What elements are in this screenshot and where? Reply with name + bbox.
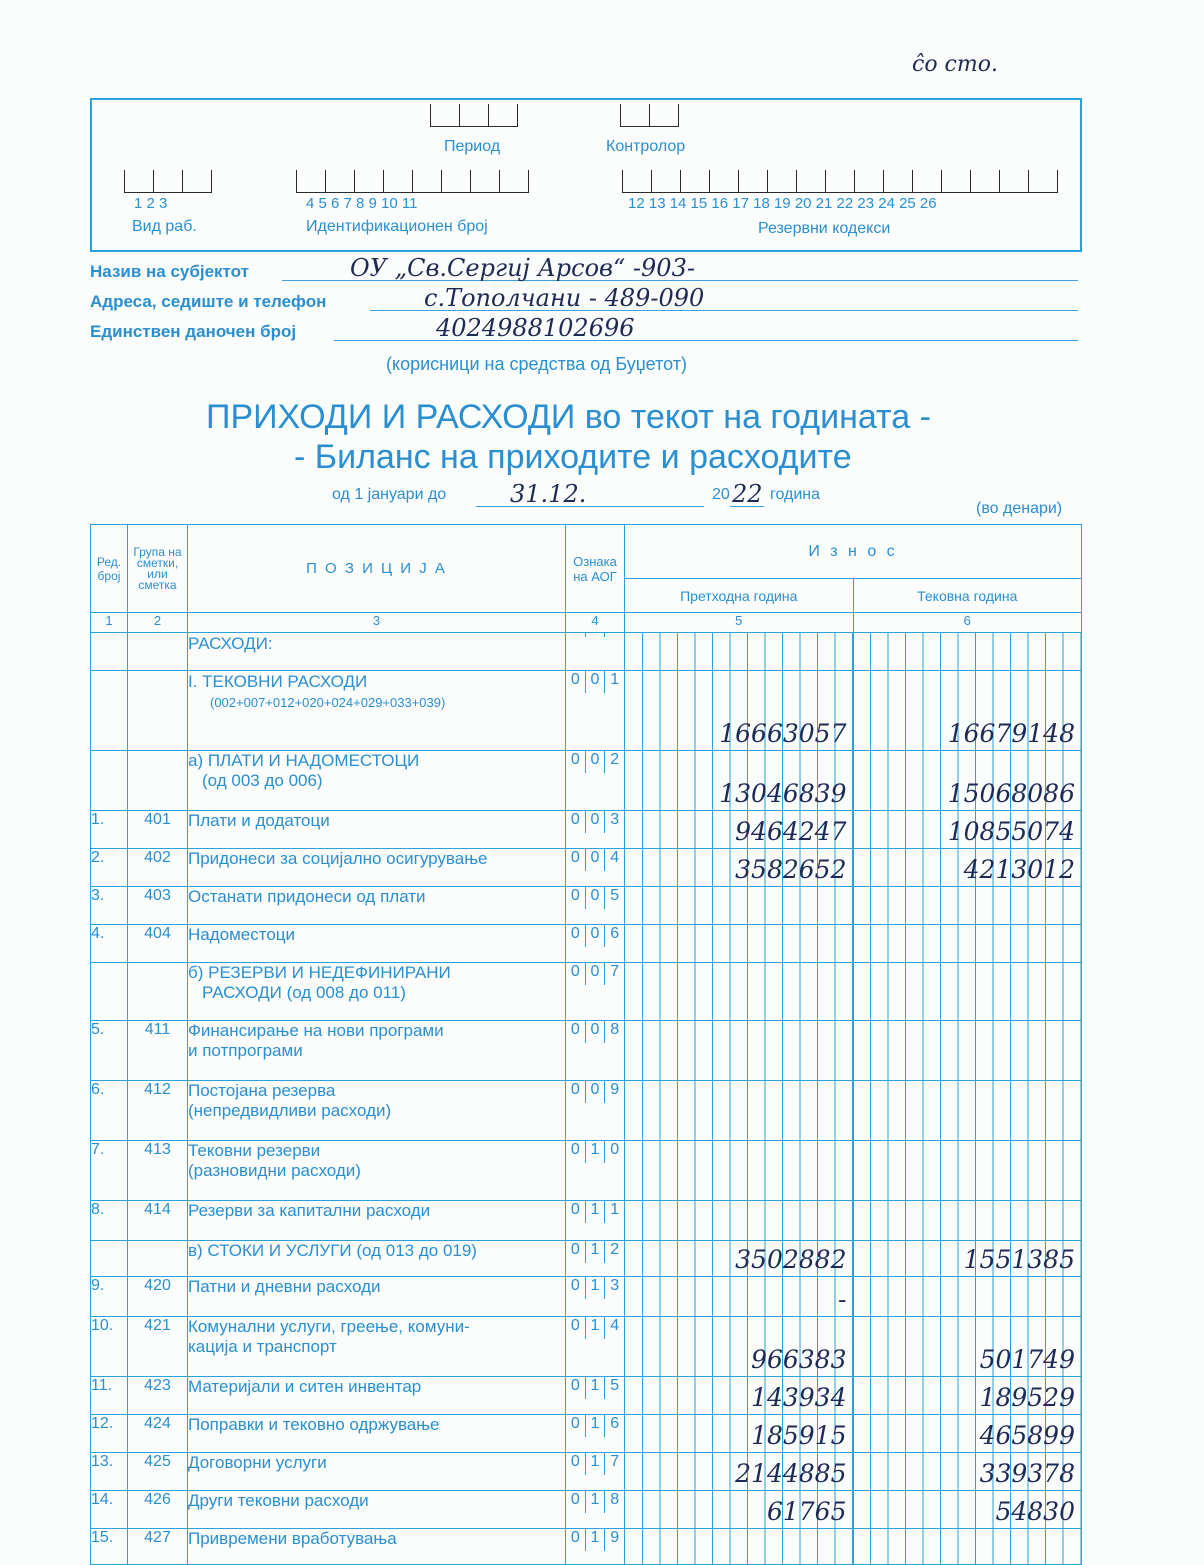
curr-year-amount: 465899	[979, 1421, 1075, 1450]
aog-digit: 1	[610, 671, 620, 688]
aog-digit: 0	[610, 1141, 620, 1158]
aog-cell	[566, 633, 625, 671]
curr-year-amount-cell[interactable]	[853, 1317, 1082, 1377]
row-number: 1.	[91, 811, 128, 849]
curr-year-amount: 4213012	[963, 855, 1075, 884]
table-row	[91, 1317, 1082, 1377]
header-group: Група на сметки, или сметка	[128, 525, 188, 613]
prev-year-amount: 9464247	[735, 817, 847, 846]
position-cell	[188, 1317, 566, 1377]
table-row	[91, 1529, 1082, 1565]
tax-label: Единствен даночен број	[90, 322, 297, 341]
reserve-label: Резервни кодекси	[758, 220, 891, 237]
aog-digit: 1	[586, 1277, 606, 1299]
position-label: в) СТОКИ И УСЛУГИ (од 013 до 019)	[188, 1241, 477, 1260]
curr-year-amount-cell[interactable]	[853, 811, 1082, 849]
aog-digit: 0	[566, 963, 586, 985]
aog-digit: 0	[566, 925, 586, 947]
position-label: Останати придонеси од плати	[188, 887, 426, 906]
aog-digit: 9	[610, 1529, 620, 1546]
year-suffix: година	[770, 486, 821, 503]
prev-year-amount-cell[interactable]	[625, 1241, 854, 1277]
aog-digit: 4	[610, 1317, 620, 1334]
id-numbers: 4 5 6 7 8 9 10 11	[306, 195, 418, 212]
account-group: 413	[128, 1141, 188, 1201]
position-cell	[188, 811, 566, 849]
row-number: 13.	[91, 1453, 128, 1491]
section-row	[91, 633, 1082, 671]
row-number	[91, 751, 128, 811]
position-label: Плати и додатоци	[188, 811, 330, 830]
aog-digit: 1	[610, 1201, 620, 1218]
id-label: Идентификационен број	[306, 218, 488, 235]
position-label: Надоместоци	[188, 925, 296, 944]
controller-label: Контролор	[606, 138, 686, 155]
position-label: Привремени вработувања	[188, 1529, 397, 1548]
account-group	[128, 963, 188, 1021]
account-group: 426	[128, 1491, 188, 1529]
curr-year-amount-cell[interactable]	[853, 1415, 1082, 1453]
aog-digit: 6	[610, 925, 620, 942]
table-row	[91, 849, 1082, 887]
prev-year-amount-cell[interactable]	[625, 963, 854, 1021]
table-row	[91, 1141, 1082, 1201]
curr-year-amount: 501749	[979, 1345, 1075, 1374]
prev-year-amount-cell[interactable]	[625, 1529, 854, 1565]
row-number: 12.	[91, 1415, 128, 1453]
curr-year-amount-cell[interactable]	[853, 1201, 1082, 1241]
prev-year-amount: 61765	[766, 1497, 847, 1526]
aog-code	[566, 1415, 625, 1453]
position-sublabel: РАСХОДИ (од 008 до 011)	[202, 983, 406, 1002]
aog-digit: 3	[610, 811, 620, 828]
position-cell	[188, 1241, 566, 1277]
aog-digit: 0	[586, 751, 606, 773]
account-group: 427	[128, 1529, 188, 1565]
position-label: Договорни услуги	[188, 1453, 327, 1472]
position-cell	[188, 925, 566, 963]
col-number: 1	[91, 613, 128, 633]
row-number: 10.	[91, 1317, 128, 1377]
prev-year-amount: 3502882	[735, 1245, 847, 1274]
aog-digit: 0	[586, 887, 606, 909]
curr-year-amount: 1551385	[963, 1245, 1075, 1274]
aog-digit: 0	[586, 963, 606, 985]
position-label: Финансирање на нови програми	[188, 1021, 444, 1040]
curr-year-amount-cell[interactable]	[853, 751, 1082, 811]
vid-numbers: 1 2 3	[134, 195, 168, 212]
position-cell	[188, 963, 566, 1021]
table-row	[91, 925, 1082, 963]
curr-year-amount: 15068086	[947, 779, 1075, 808]
aog-code	[566, 849, 625, 887]
position-cell	[188, 1529, 566, 1565]
position-sublabel: и потпрограми	[188, 1041, 303, 1060]
aog-digit: 0	[566, 811, 586, 833]
section-title: РАСХОДИ:	[188, 633, 566, 671]
aog-code	[566, 1241, 625, 1277]
aog-digit: 1	[586, 1453, 606, 1475]
reserve-numbers: 12 13 14 15 16 17 18 19 20 21 22 23 24 25 26	[628, 195, 937, 212]
form-title-line2: - Биланс на приходите и расходите	[294, 438, 852, 476]
subject-name-label: Назив на субјектот	[90, 262, 249, 281]
curr-year-amount-cell[interactable]	[853, 925, 1082, 963]
prev-year-amount-cell[interactable]	[625, 671, 854, 751]
aog-digit: 1	[586, 1377, 606, 1399]
account-group: 401	[128, 811, 188, 849]
subject-name-value[interactable]: ОУ „Св.Сергиј Арсов“ -903-	[350, 254, 695, 282]
aog-code	[566, 811, 625, 849]
curr-year-amount-cell[interactable]	[853, 1241, 1082, 1277]
table-row	[91, 751, 1082, 811]
account-group: 412	[128, 1081, 188, 1141]
curr-year-amount: 10855074	[947, 817, 1075, 846]
account-group	[128, 671, 188, 751]
aog-code	[566, 751, 625, 811]
table-row	[91, 1415, 1082, 1453]
account-group: 423	[128, 1377, 188, 1415]
position-sublabel: кација и транспорт	[188, 1337, 337, 1356]
address-label: Адреса, седиште и телефон	[90, 292, 327, 311]
position-cell	[188, 1021, 566, 1081]
aog-digit: 0	[586, 849, 606, 871]
curr-year-amount-cell[interactable]	[853, 1491, 1082, 1529]
row-number: 4.	[91, 925, 128, 963]
position-cell	[188, 751, 566, 811]
prev-year-amount-cell[interactable]	[625, 1453, 854, 1491]
prev-year-amount: 185915	[751, 1421, 847, 1450]
account-group: 404	[128, 925, 188, 963]
budget-users-note: (корисници на средства од Буџетот)	[386, 354, 687, 374]
aog-code	[566, 887, 625, 925]
aog-digit: 0	[586, 671, 606, 693]
curr-year-amount-cell[interactable]	[853, 849, 1082, 887]
position-label: Материјали и ситен инвентар	[188, 1377, 422, 1396]
red-cell	[91, 633, 128, 671]
prev-year-amount: 966383	[751, 1345, 847, 1374]
header-curr-year: Тековна година	[853, 579, 1082, 613]
prev-year-amount-cell[interactable]	[625, 811, 854, 849]
account-group: 411	[128, 1021, 188, 1081]
position-cell	[188, 1081, 566, 1141]
row-number: 5.	[91, 1021, 128, 1081]
account-group: 425	[128, 1453, 188, 1491]
aog-digit: 4	[610, 849, 620, 866]
aog-digit: 9	[610, 1081, 620, 1098]
prev-year-amount-cell[interactable]	[625, 1021, 854, 1081]
prev-year-amount-cell[interactable]	[625, 1081, 854, 1141]
aog-digit: 8	[610, 1021, 620, 1038]
group-cell	[128, 633, 188, 671]
corner-note: ĉo сто.	[912, 52, 998, 77]
aog-digit: 5	[610, 887, 620, 904]
prev-year-amount-cell[interactable]	[625, 887, 854, 925]
account-group: 403	[128, 887, 188, 925]
prev-year-amount: 2144885	[735, 1459, 847, 1488]
row-number	[91, 671, 128, 751]
aog-digit: 7	[610, 963, 620, 980]
account-group: 424	[128, 1415, 188, 1453]
header-aog: Ознака на АОГ	[566, 525, 625, 613]
aog-digit: 0	[566, 751, 586, 773]
curr-year-amount: 16679148	[947, 719, 1075, 748]
position-label: Постојана резерва	[188, 1081, 336, 1100]
aog-digit: 0	[566, 1277, 586, 1299]
curr-year-amount-cell[interactable]	[853, 887, 1082, 925]
position-cell	[188, 1453, 566, 1491]
account-group: 414	[128, 1201, 188, 1241]
aog-code	[566, 1491, 625, 1529]
position-cell	[188, 1141, 566, 1201]
aog-digit: 8	[610, 1491, 620, 1508]
table-row	[91, 1201, 1082, 1241]
account-group: 421	[128, 1317, 188, 1377]
position-cell	[188, 887, 566, 925]
row-number	[91, 1241, 128, 1277]
aog-digit: 3	[610, 1277, 620, 1294]
table-row	[91, 1241, 1082, 1277]
aog-code	[566, 1081, 625, 1141]
table-row	[91, 1081, 1082, 1141]
prev-year-amount-cell[interactable]	[625, 1377, 854, 1415]
header-position: П О З И Ц И Ј А	[188, 525, 566, 613]
curr-year-amount-cell[interactable]	[853, 1529, 1082, 1565]
position-cell	[188, 1491, 566, 1529]
currency-note: (во денари)	[976, 500, 1063, 517]
tax-value[interactable]: 4024988102696	[436, 314, 635, 342]
aog-digit: 0	[566, 1453, 586, 1475]
period-from-label: од 1 јануари до	[332, 486, 447, 503]
aog-digit: 2	[610, 751, 620, 768]
year-value[interactable]: 22	[732, 480, 763, 508]
col-number: 6	[853, 613, 1082, 633]
curr-year-amount: 339378	[979, 1459, 1075, 1488]
row-number: 7.	[91, 1141, 128, 1201]
aog-digit: 0	[566, 1377, 586, 1399]
position-sublabel: (002+007+012+020+024+029+033+039)	[210, 695, 446, 710]
prev-year-amount-cell[interactable]	[625, 1415, 854, 1453]
position-cell	[188, 849, 566, 887]
aog-digit: 0	[566, 1529, 586, 1551]
row-number: 8.	[91, 1201, 128, 1241]
aog-digit: 6	[610, 1415, 620, 1432]
aog-code	[566, 963, 625, 1021]
col-number: 5	[625, 613, 854, 633]
table-row	[91, 887, 1082, 925]
prev-year-amount-cell[interactable]	[625, 1141, 854, 1201]
table-row	[91, 963, 1082, 1021]
prev-year-amount-cell[interactable]	[625, 1201, 854, 1241]
account-group: 402	[128, 849, 188, 887]
position-label: Комунални услуги, греење, комуни-	[188, 1317, 470, 1336]
year-prefix: 20	[712, 486, 730, 503]
curr-year-amount: 189529	[979, 1383, 1075, 1412]
vid-cells	[124, 170, 212, 193]
vid-label: Вид раб.	[132, 218, 197, 235]
aog-digit: 0	[586, 925, 606, 947]
aog-digit: 0	[566, 887, 586, 909]
form-title-line1: ПРИХОДИ И РАСХОДИ во текот на годината -	[206, 398, 931, 436]
aog-code	[566, 1377, 625, 1415]
account-group	[128, 751, 188, 811]
aog-digit: 1	[586, 1201, 606, 1223]
position-label: Поправки и тековно одржување	[188, 1415, 440, 1434]
balance-table	[90, 524, 1082, 1565]
aog-code	[566, 671, 625, 751]
col-number: 4	[566, 613, 625, 633]
aog-digit: 5	[610, 1377, 620, 1394]
aog-digit: 1	[586, 1141, 606, 1163]
position-cell	[188, 1277, 566, 1317]
aog-digit: 0	[566, 1491, 586, 1513]
aog-digit: 0	[566, 1141, 586, 1163]
aog-digit: 0	[586, 1021, 606, 1043]
prev-year-amount-cell[interactable]	[625, 925, 854, 963]
table-row	[91, 1277, 1082, 1317]
prev-year-amount-cell[interactable]	[625, 849, 854, 887]
header-prev-year: Претходна година	[625, 579, 854, 613]
aog-digit: 1	[586, 1491, 606, 1513]
row-number: 6.	[91, 1081, 128, 1141]
position-label: а) ПЛАТИ И НАДОМЕСТОЦИ	[188, 751, 420, 770]
account-group	[128, 1241, 188, 1277]
curr-year-amount-cell[interactable]	[853, 1081, 1082, 1141]
table-row	[91, 1491, 1082, 1529]
curr-year-amount-cell[interactable]	[853, 1377, 1082, 1415]
header-red: Ред. број	[91, 525, 128, 613]
aog-digit: 0	[586, 811, 606, 833]
position-label: Придонеси за социјално осигурување	[188, 849, 488, 868]
curr-year-amount-cell[interactable]	[853, 1021, 1082, 1081]
table-row	[91, 1377, 1082, 1415]
aog-digit: 0	[566, 1241, 586, 1263]
prev-year-amount-cell[interactable]	[625, 1491, 854, 1529]
id-cells	[296, 170, 529, 193]
aog-digit: 1	[586, 1415, 606, 1437]
aog-code	[566, 1201, 625, 1241]
table-row	[91, 671, 1082, 751]
curr-year-cell	[853, 633, 1082, 671]
aog-code	[566, 1021, 625, 1081]
header-amount: И з н о с	[625, 525, 1082, 579]
period-to-value[interactable]: 31.12.	[510, 480, 587, 508]
prev-year-amount-cell[interactable]	[625, 1317, 854, 1377]
position-sublabel: (непредвидливи расходи)	[188, 1101, 392, 1120]
aog-digit: 0	[566, 849, 586, 871]
row-number: 3.	[91, 887, 128, 925]
row-number: 9.	[91, 1277, 128, 1317]
col-number: 2	[128, 613, 188, 633]
col-number: 3	[188, 613, 566, 633]
aog-code	[566, 1453, 625, 1491]
prev-year-amount: 143934	[751, 1383, 847, 1412]
aog-digit: 7	[610, 1453, 620, 1470]
position-cell	[188, 671, 566, 751]
position-label: I. ТЕКОВНИ РАСХОДИ	[188, 672, 368, 691]
aog-digit: 1	[586, 1241, 606, 1263]
position-label: Други тековни расходи	[188, 1491, 369, 1510]
aog-digit: 0	[566, 1317, 586, 1339]
curr-year-amount-cell[interactable]	[853, 1453, 1082, 1491]
controller-cells	[620, 104, 679, 127]
aog-digit: 2	[610, 1241, 620, 1258]
position-cell	[188, 1377, 566, 1415]
aog-digit: 0	[566, 671, 586, 693]
table-row	[91, 1021, 1082, 1081]
curr-year-amount-cell[interactable]	[853, 671, 1082, 751]
row-number: 11.	[91, 1377, 128, 1415]
prev-year-amount: -	[838, 1285, 847, 1314]
row-number: 14.	[91, 1491, 128, 1529]
aog-digit: 0	[566, 1415, 586, 1437]
account-group: 420	[128, 1277, 188, 1317]
prev-year-amount-cell[interactable]	[625, 1277, 854, 1317]
aog-digit: 0	[566, 1021, 586, 1043]
reserve-cells	[622, 170, 1058, 193]
period-label: Период	[444, 138, 501, 155]
prev-year-amount: 13046839	[719, 779, 847, 808]
aog-digit: 0	[586, 1081, 606, 1103]
row-number	[91, 963, 128, 1021]
position-label: Резерви за капитални расходи	[188, 1201, 431, 1220]
aog-digit: 1	[586, 1529, 606, 1551]
position-label: Патни и дневни расходи	[188, 1277, 381, 1296]
prev-year-amount: 3582652	[735, 855, 847, 884]
curr-year-amount-cell[interactable]	[853, 1141, 1082, 1201]
table-row	[91, 811, 1082, 849]
aog-code	[566, 1277, 625, 1317]
prev-year-amount: 16663057	[719, 719, 847, 748]
position-cell	[188, 1201, 566, 1241]
aog-code	[566, 1141, 625, 1201]
aog-code	[566, 925, 625, 963]
aog-code	[566, 1529, 625, 1565]
aog-digit: 1	[586, 1317, 606, 1339]
position-sublabel: (разновидни расходи)	[188, 1161, 361, 1180]
table-row	[91, 1453, 1082, 1491]
prev-year-cell	[625, 633, 854, 671]
position-sublabel: (од 003 до 006)	[202, 771, 323, 790]
curr-year-amount-cell[interactable]	[853, 963, 1082, 1021]
aog-digit: 0	[566, 1201, 586, 1223]
position-label: Тековни резерви	[188, 1141, 321, 1160]
curr-year-amount-cell[interactable]	[853, 1277, 1082, 1317]
curr-year-amount: 54830	[995, 1497, 1075, 1526]
position-label: б) РЕЗЕРВИ И НЕДЕФИНИРАНИ	[188, 963, 451, 982]
row-number: 2.	[91, 849, 128, 887]
aog-code	[566, 1317, 625, 1377]
row-number: 15.	[91, 1529, 128, 1565]
prev-year-amount-cell[interactable]	[625, 751, 854, 811]
address-value[interactable]: с.Тополчани - 489-090	[424, 284, 705, 312]
period-cells	[430, 104, 518, 127]
position-cell	[188, 1415, 566, 1453]
aog-digit: 0	[566, 1081, 586, 1103]
